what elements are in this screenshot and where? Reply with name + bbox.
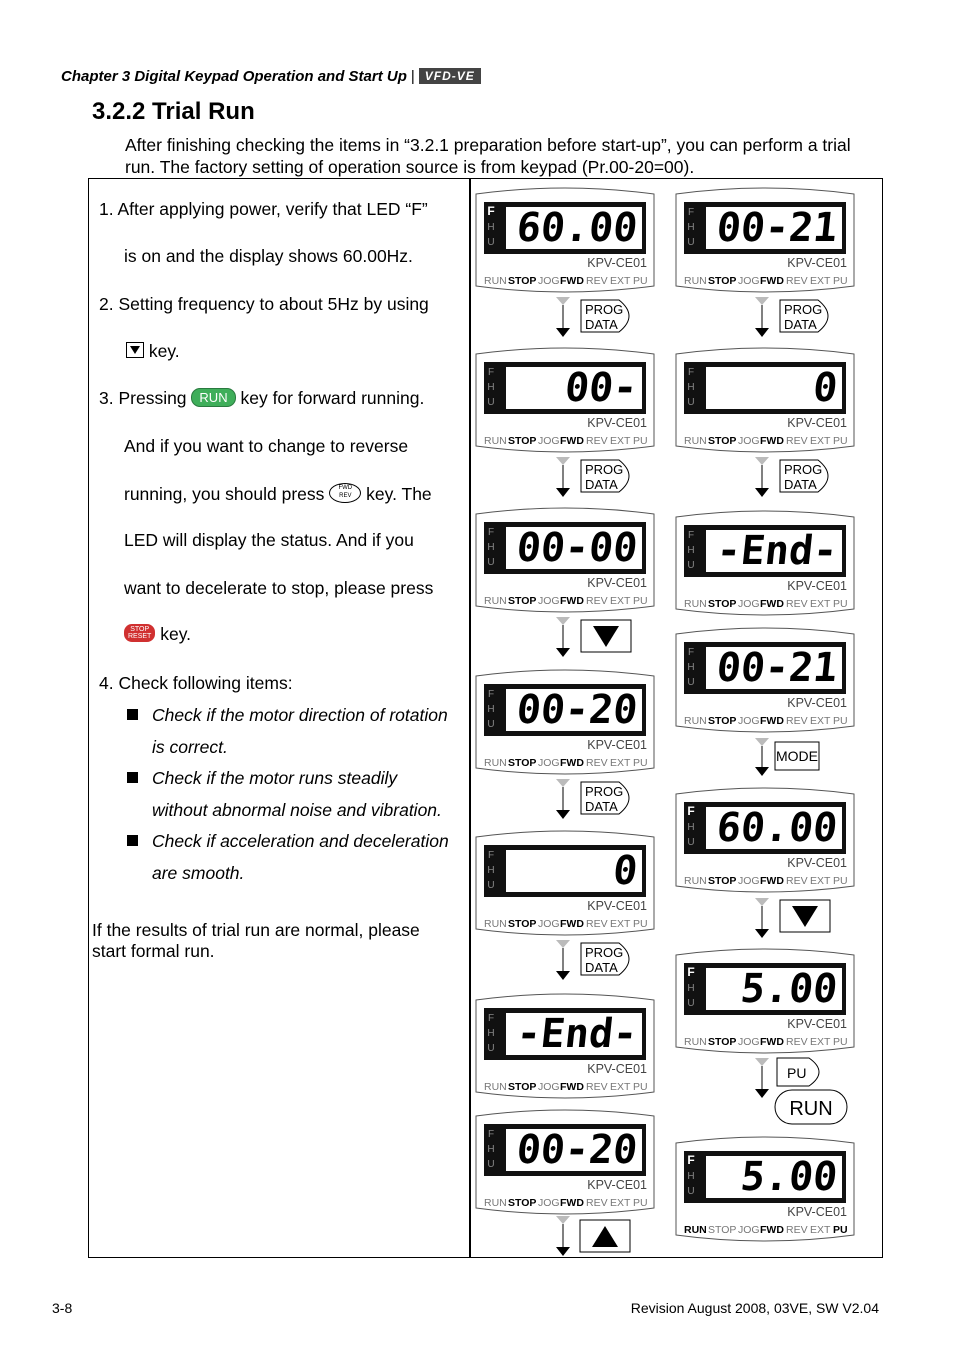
arrow-head-light bbox=[556, 457, 570, 465]
status-label: EXT bbox=[810, 598, 831, 610]
mode-key bbox=[775, 742, 819, 770]
step-3-line-2: And if you want to change to reverse bbox=[124, 436, 409, 456]
status-label: FWD bbox=[560, 918, 584, 930]
status-label: PU bbox=[633, 435, 648, 447]
status-label: EXT bbox=[610, 757, 631, 769]
led-indicator: H bbox=[687, 222, 695, 233]
led-indicator: U bbox=[687, 837, 695, 848]
up-key-icon bbox=[580, 1220, 630, 1252]
arrow-head bbox=[556, 810, 570, 819]
keypad-model: KPV-CE01 bbox=[587, 1178, 647, 1192]
lcd-value: 5.00 bbox=[738, 1154, 840, 1200]
status-label: RUN bbox=[684, 1036, 707, 1048]
status-label: RUN bbox=[484, 757, 507, 769]
status-label: STOP bbox=[508, 435, 537, 447]
led-indicator: H bbox=[487, 382, 495, 393]
step-1-line-2: is on and the display shows 60.00Hz. bbox=[124, 246, 413, 266]
step-3-line-1: 3. Pressing RUN key for forward running. bbox=[99, 388, 425, 408]
prog-data-key bbox=[581, 300, 629, 332]
status-label: STOP bbox=[708, 1036, 737, 1048]
status-label: PU bbox=[633, 918, 648, 930]
status-label: JOG bbox=[538, 1081, 560, 1093]
keypad-display bbox=[676, 628, 854, 732]
status-label: FWD bbox=[760, 598, 784, 610]
lcd-value: -End- bbox=[714, 528, 840, 574]
check-2-line-1: Check if the motor runs steadily bbox=[152, 768, 398, 788]
fwd-rev-key-icon: FWD REV bbox=[329, 483, 361, 503]
status-label: RUN bbox=[684, 275, 707, 287]
lcd-value: -End- bbox=[514, 1011, 640, 1057]
keypad-model: KPV-CE01 bbox=[787, 1205, 847, 1219]
status-label: STOP bbox=[708, 875, 737, 887]
keypad-display bbox=[676, 788, 854, 892]
keypad-model: KPV-CE01 bbox=[787, 579, 847, 593]
keypad-display bbox=[676, 511, 854, 615]
status-label: RUN bbox=[484, 1081, 507, 1093]
status-label: RUN bbox=[484, 275, 507, 287]
page-number: 3-8 bbox=[52, 1300, 73, 1316]
check-3-line-1: Check if acceleration and deceleration bbox=[152, 831, 449, 851]
status-label: REV bbox=[786, 598, 808, 610]
status-label: RUN bbox=[684, 598, 707, 610]
chapter-header: Chapter 3 Digital Keypad Operation and Start Up | VFD-VE bbox=[61, 68, 481, 85]
arrow-head-light bbox=[755, 738, 769, 746]
keypad-model: KPV-CE01 bbox=[587, 416, 647, 430]
arrow-head bbox=[556, 971, 570, 980]
status-label: STOP bbox=[708, 435, 737, 447]
data-label: DATA bbox=[585, 317, 618, 332]
arrow-head-light bbox=[556, 779, 570, 787]
status-label: PU bbox=[833, 435, 848, 447]
led-indicator: H bbox=[487, 542, 495, 553]
led-indicator: U bbox=[487, 880, 495, 891]
status-label: FWD bbox=[560, 1197, 584, 1209]
led-indicator: U bbox=[487, 397, 495, 408]
step-3-line-5: want to decelerate to stop, please press bbox=[124, 578, 434, 598]
status-label: JOG bbox=[538, 918, 560, 930]
status-label: PU bbox=[633, 1081, 648, 1093]
status-label: EXT bbox=[610, 1081, 631, 1093]
arrow-head bbox=[755, 328, 769, 337]
keypad-display bbox=[476, 831, 654, 935]
status-label: STOP bbox=[508, 275, 537, 287]
status-label: PU bbox=[833, 1036, 848, 1048]
keypad-display bbox=[476, 508, 654, 612]
lcd-value: 00- bbox=[562, 365, 640, 411]
status-label: REV bbox=[586, 918, 608, 930]
run-key bbox=[775, 1090, 847, 1124]
lcd-value: 00-20 bbox=[514, 687, 640, 733]
keypad-model: KPV-CE01 bbox=[787, 416, 847, 430]
data-label: DATA bbox=[585, 799, 618, 814]
keypad-display bbox=[476, 188, 654, 292]
prog-label: PROG bbox=[585, 462, 624, 477]
data-label: DATA bbox=[585, 960, 618, 975]
status-label: EXT bbox=[810, 435, 831, 447]
arrow-head-light bbox=[556, 617, 570, 625]
led-indicator: F bbox=[687, 804, 695, 818]
arrow-head bbox=[556, 328, 570, 337]
status-label: EXT bbox=[810, 715, 831, 727]
lcd-value: 00-21 bbox=[714, 645, 840, 691]
status-label: REV bbox=[786, 275, 808, 287]
status-label: STOP bbox=[508, 595, 537, 607]
flow-arrow-icon bbox=[556, 297, 570, 337]
arrow-head-light bbox=[556, 297, 570, 305]
led-indicator: F bbox=[687, 965, 695, 979]
led-indicator: U bbox=[687, 1186, 695, 1197]
flow-arrow-icon bbox=[556, 940, 570, 980]
stop-reset-key-icon: STOP RESET bbox=[124, 624, 155, 642]
status-label: PU bbox=[833, 275, 848, 287]
prog-data-key bbox=[581, 460, 629, 492]
status-label: REV bbox=[586, 595, 608, 607]
down-key-icon bbox=[581, 620, 631, 652]
revision-note: Revision August 2008, 03VE, SW V2.04 bbox=[630, 1300, 879, 1316]
down-key-icon bbox=[780, 900, 830, 932]
mode-label: MODE bbox=[776, 748, 818, 764]
lcd-value: 60.00 bbox=[514, 205, 640, 251]
keypad-display bbox=[676, 348, 854, 452]
led-indicator: F bbox=[487, 1013, 495, 1024]
status-label: REV bbox=[786, 1036, 808, 1048]
closing-line-1: If the results of trial run are normal, please bbox=[92, 920, 420, 940]
status-label: FWD bbox=[760, 1036, 784, 1048]
led-indicator: H bbox=[487, 704, 495, 715]
status-label: EXT bbox=[610, 918, 631, 930]
status-label: JOG bbox=[738, 598, 760, 610]
keypad-display bbox=[676, 188, 854, 292]
status-label: REV bbox=[786, 435, 808, 447]
keypad-display bbox=[476, 670, 654, 774]
keypad-display bbox=[476, 994, 654, 1098]
lcd-value: 00-21 bbox=[714, 205, 840, 251]
status-label: FWD bbox=[560, 275, 584, 287]
keypad-model: KPV-CE01 bbox=[787, 1017, 847, 1031]
step-1-line-1: 1. After applying power, verify that LED “F” bbox=[99, 199, 428, 219]
status-label: RUN bbox=[684, 715, 707, 727]
flow-arrow-icon bbox=[556, 779, 570, 819]
check-2-line-2: without abnormal noise and vibration. bbox=[152, 800, 442, 820]
status-label: REV bbox=[586, 1197, 608, 1209]
led-indicator: F bbox=[487, 689, 495, 700]
led-indicator: U bbox=[687, 397, 695, 408]
run-key-icon: RUN bbox=[191, 388, 235, 407]
arrow-head bbox=[556, 1247, 570, 1256]
chapter-title: Chapter 3 Digital Keypad Operation and Start Up bbox=[61, 68, 407, 85]
flow-arrow-icon bbox=[755, 1058, 769, 1098]
status-label: FWD bbox=[560, 595, 584, 607]
status-label: JOG bbox=[738, 715, 760, 727]
keypad-model: KPV-CE01 bbox=[587, 738, 647, 752]
prog-label: PROG bbox=[585, 784, 624, 799]
status-label: JOG bbox=[738, 1036, 760, 1048]
led-indicator: U bbox=[687, 560, 695, 571]
status-label: EXT bbox=[810, 275, 831, 287]
keypad-model: KPV-CE01 bbox=[787, 696, 847, 710]
step-3-line-3: running, you should press FWD REV key. The bbox=[124, 484, 432, 504]
lcd-value: 00-20 bbox=[514, 1127, 640, 1173]
status-label: JOG bbox=[538, 435, 560, 447]
status-label: STOP bbox=[708, 598, 737, 610]
led-indicator: H bbox=[687, 545, 695, 556]
status-label: EXT bbox=[810, 1036, 831, 1048]
intro-paragraph: After finishing checking the items in “3.2.1 preparation before start-up”, you can perform a trial run. The factory setting of operation source is from keypad (Pr.00-20=00). bbox=[125, 135, 851, 177]
status-label: JOG bbox=[738, 435, 760, 447]
status-label: REV bbox=[586, 1081, 608, 1093]
arrow-head-light bbox=[755, 457, 769, 465]
keypad-model: KPV-CE01 bbox=[587, 1062, 647, 1076]
status-label: STOP bbox=[508, 757, 537, 769]
led-indicator: H bbox=[687, 1171, 695, 1182]
status-label: JOG bbox=[538, 275, 560, 287]
status-label: FWD bbox=[560, 435, 584, 447]
status-label: PU bbox=[833, 715, 848, 727]
status-label: REV bbox=[786, 715, 808, 727]
status-label: FWD bbox=[760, 275, 784, 287]
arrow-head-light bbox=[556, 1216, 570, 1224]
step-4: 4. Check following items: bbox=[99, 673, 293, 693]
arrow-head-light bbox=[755, 297, 769, 305]
led-indicator: U bbox=[687, 237, 695, 248]
keypad-model: KPV-CE01 bbox=[587, 899, 647, 913]
led-indicator: U bbox=[487, 557, 495, 568]
status-label: RUN bbox=[684, 875, 707, 887]
keypad-model: KPV-CE01 bbox=[587, 576, 647, 590]
step-2-line-1: 2. Setting frequency to about 5Hz by using bbox=[99, 294, 429, 314]
lcd-value: 0 bbox=[810, 365, 840, 411]
status-label: PU bbox=[633, 595, 648, 607]
keypad-display bbox=[476, 348, 654, 452]
status-label: REV bbox=[786, 875, 808, 887]
led-indicator: U bbox=[487, 719, 495, 730]
led-indicator: H bbox=[487, 1144, 495, 1155]
data-label: DATA bbox=[784, 317, 817, 332]
status-label: JOG bbox=[738, 1224, 760, 1236]
status-label: RUN bbox=[484, 595, 507, 607]
status-label: FWD bbox=[760, 875, 784, 887]
status-label: STOP bbox=[708, 715, 737, 727]
pu-label: PU bbox=[787, 1065, 807, 1081]
status-label: JOG bbox=[538, 595, 560, 607]
keypad-model: KPV-CE01 bbox=[787, 256, 847, 270]
status-label: FWD bbox=[760, 1224, 784, 1236]
keypad-model: KPV-CE01 bbox=[587, 256, 647, 270]
flow-arrow-icon bbox=[755, 898, 769, 938]
prog-label: PROG bbox=[784, 462, 823, 477]
status-label: RUN bbox=[484, 1197, 507, 1209]
status-label: EXT bbox=[610, 435, 631, 447]
data-label: DATA bbox=[585, 477, 618, 492]
keypad-display bbox=[676, 1137, 854, 1241]
led-indicator: F bbox=[487, 527, 495, 538]
status-label: REV bbox=[586, 757, 608, 769]
flow-arrow-icon bbox=[556, 1216, 570, 1256]
status-label: JOG bbox=[538, 1197, 560, 1209]
status-label: JOG bbox=[738, 275, 760, 287]
status-label: REV bbox=[586, 435, 608, 447]
status-label: JOG bbox=[738, 875, 760, 887]
led-indicator: H bbox=[487, 222, 495, 233]
status-label: REV bbox=[786, 1224, 808, 1236]
closing-line-2: start formal run. bbox=[92, 941, 215, 961]
led-indicator: U bbox=[687, 998, 695, 1009]
check-1-line-2: is correct. bbox=[152, 737, 228, 757]
keypad-display bbox=[476, 1110, 654, 1214]
led-indicator: H bbox=[687, 983, 695, 994]
status-label: JOG bbox=[538, 757, 560, 769]
run-label: RUN bbox=[789, 1098, 833, 1120]
prog-label: PROG bbox=[784, 302, 823, 317]
flow-arrow-icon bbox=[556, 617, 570, 657]
data-label: DATA bbox=[784, 477, 817, 492]
status-label: STOP bbox=[708, 275, 737, 287]
status-label: PU bbox=[633, 1197, 648, 1209]
status-label: STOP bbox=[508, 1081, 537, 1093]
lcd-value: 60.00 bbox=[714, 805, 840, 851]
led-indicator: U bbox=[487, 1159, 495, 1170]
step-3-line-4: LED will display the status. And if you bbox=[124, 530, 414, 550]
status-label: FWD bbox=[560, 1081, 584, 1093]
keypad-model: KPV-CE01 bbox=[787, 856, 847, 870]
led-indicator: U bbox=[487, 237, 495, 248]
vfd-ve-logo: VFD-VE bbox=[419, 68, 481, 84]
led-indicator: H bbox=[687, 382, 695, 393]
status-label: PU bbox=[833, 875, 848, 887]
status-label: PU bbox=[633, 757, 648, 769]
step-3-line-6: STOP RESET key. bbox=[124, 624, 191, 645]
status-label: REV bbox=[586, 275, 608, 287]
status-label: RUN bbox=[684, 1224, 707, 1236]
status-label: FWD bbox=[760, 435, 784, 447]
status-label: EXT bbox=[810, 875, 831, 887]
status-label: STOP bbox=[508, 918, 537, 930]
status-label: EXT bbox=[810, 1224, 831, 1236]
flow-arrow-icon bbox=[755, 297, 769, 337]
led-indicator: F bbox=[687, 207, 695, 218]
status-label: PU bbox=[633, 275, 648, 287]
status-label: EXT bbox=[610, 275, 631, 287]
led-indicator: F bbox=[487, 204, 495, 218]
prog-data-key bbox=[780, 300, 828, 332]
lcd-value: 5.00 bbox=[738, 966, 840, 1012]
flow-arrow-icon bbox=[755, 457, 769, 497]
led-indicator: F bbox=[487, 1129, 495, 1140]
lcd-value: 0 bbox=[610, 848, 640, 894]
status-label: STOP bbox=[708, 1224, 737, 1236]
lcd-value: 00-00 bbox=[514, 525, 640, 571]
status-label: EXT bbox=[610, 1197, 631, 1209]
led-indicator: U bbox=[687, 677, 695, 688]
status-label: STOP bbox=[508, 1197, 537, 1209]
check-3-line-2: are smooth. bbox=[152, 863, 245, 883]
led-indicator: F bbox=[687, 647, 695, 658]
prog-label: PROG bbox=[585, 302, 624, 317]
arrow-head bbox=[755, 767, 769, 776]
led-indicator: U bbox=[487, 1043, 495, 1054]
arrow-head-light bbox=[755, 1058, 769, 1066]
arrow-head bbox=[755, 1089, 769, 1098]
arrow-head-light bbox=[556, 940, 570, 948]
status-label: RUN bbox=[484, 918, 507, 930]
prog-label: PROG bbox=[585, 945, 624, 960]
status-label: EXT bbox=[610, 595, 631, 607]
arrow-head bbox=[556, 648, 570, 657]
step-2-line-2: key. bbox=[126, 341, 180, 362]
led-indicator: H bbox=[687, 822, 695, 833]
check-1-line-1: Check if the motor direction of rotation bbox=[152, 705, 448, 725]
led-indicator: F bbox=[487, 850, 495, 861]
led-indicator: H bbox=[487, 1028, 495, 1039]
flow-arrow-icon bbox=[755, 738, 769, 776]
status-label: RUN bbox=[484, 435, 507, 447]
led-indicator: F bbox=[487, 367, 495, 378]
led-indicator: H bbox=[487, 865, 495, 876]
status-label: FWD bbox=[760, 715, 784, 727]
status-label: RUN bbox=[684, 435, 707, 447]
led-indicator: F bbox=[687, 1153, 695, 1167]
prog-data-key bbox=[581, 943, 629, 975]
led-indicator: F bbox=[687, 530, 695, 541]
arrow-head bbox=[556, 488, 570, 497]
led-indicator: F bbox=[687, 367, 695, 378]
status-label: FWD bbox=[560, 757, 584, 769]
arrow-head bbox=[755, 929, 769, 938]
arrow-head bbox=[755, 488, 769, 497]
status-label: PU bbox=[833, 1224, 848, 1236]
led-indicator: H bbox=[687, 662, 695, 673]
flow-arrow-icon bbox=[556, 457, 570, 497]
status-label: PU bbox=[833, 598, 848, 610]
keypad-display bbox=[676, 949, 854, 1053]
prog-data-key bbox=[780, 460, 828, 492]
prog-data-key bbox=[581, 782, 629, 814]
pu-key bbox=[777, 1058, 819, 1086]
section-title: 3.2.2 Trial Run bbox=[92, 98, 255, 125]
arrow-head-light bbox=[755, 898, 769, 906]
